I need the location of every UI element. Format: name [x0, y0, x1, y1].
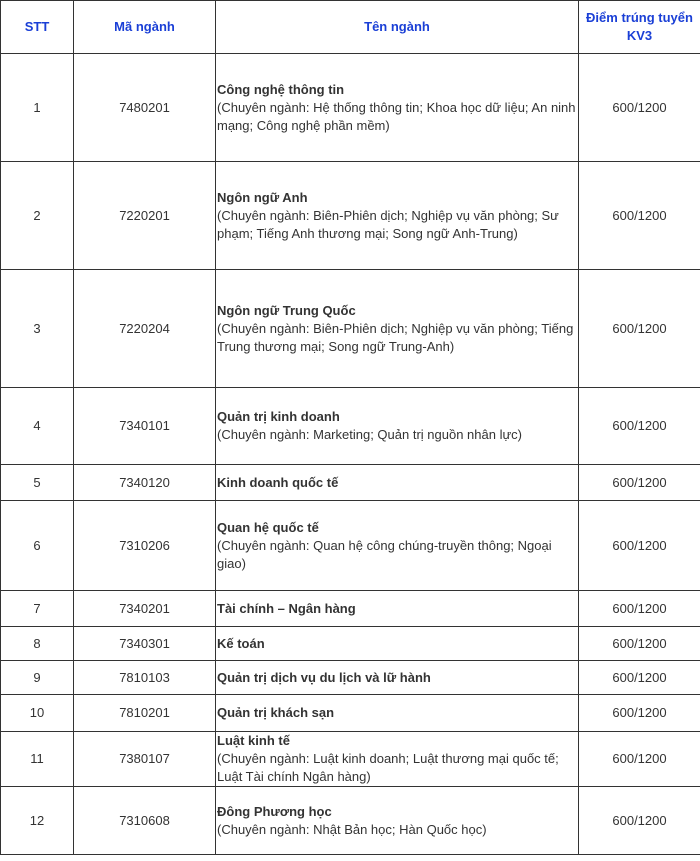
table-row — [1, 54, 700, 162]
major-specializations: (Chuyên ngành: Hệ thống thông tin; Khoa học dữ liệu; An ninh mạng; Công nghệ phần mềm) — [217, 99, 576, 133]
cell-stt: 9 — [1, 661, 74, 695]
cell-stt: 3 — [1, 270, 74, 388]
table-row — [1, 270, 700, 388]
cell-score: 600/1200 — [579, 162, 700, 270]
major-name: Kinh doanh quốc tế — [217, 474, 339, 490]
cell-score: 600/1200 — [579, 627, 700, 661]
table-row — [1, 591, 700, 627]
cell-stt: 7 — [1, 591, 74, 627]
cell-score: 600/1200 — [579, 501, 700, 591]
header-stt: STT — [1, 1, 74, 54]
cell-code: 7340120 — [74, 465, 216, 501]
cell-code: 7340101 — [74, 388, 216, 465]
cell-stt: 2 — [1, 162, 74, 270]
cell-name — [216, 388, 579, 465]
major-specializations: (Chuyên ngành: Biên-Phiên dịch; Nghiệp vụ văn phòng; Tiếng Trung thương mại; Song ngữ Trung-Anh) — [217, 320, 574, 354]
cell-score: 600/1200 — [579, 732, 700, 787]
cell-name — [216, 501, 579, 591]
cell-code: 7310206 — [74, 501, 216, 591]
major-name: Đông Phương học — [217, 803, 332, 819]
table-body — [1, 54, 700, 855]
cell-code: 7220201 — [74, 162, 216, 270]
cell-name — [216, 270, 579, 388]
cell-code: 7380107 — [74, 732, 216, 787]
cell-code: 7310608 — [74, 787, 216, 855]
table-row — [1, 627, 700, 661]
major-name: Quản trị khách sạn — [217, 705, 335, 720]
table-row — [1, 465, 700, 501]
table-row — [1, 162, 700, 270]
major-name: Quản trị kinh doanh — [217, 409, 340, 424]
table-row — [1, 661, 700, 695]
cell-code: 7220204 — [74, 270, 216, 388]
table-header-row — [1, 1, 700, 54]
table-row — [1, 695, 700, 732]
header-code: Mã ngành — [74, 1, 216, 54]
cell-score: 600/1200 — [579, 54, 700, 162]
cell-score: 600/1200 — [579, 270, 700, 388]
major-name: Kế toán — [217, 635, 265, 651]
table-row — [1, 501, 700, 591]
major-specializations: (Chuyên ngành: Nhật Bản học; Hàn Quốc học) — [217, 821, 487, 837]
major-name: Ngôn ngữ Trung Quốc — [217, 302, 356, 318]
cell-stt: 6 — [1, 501, 74, 591]
table-row — [1, 732, 700, 787]
table-row — [1, 787, 700, 855]
major-name: Quan hệ quốc tế — [217, 519, 319, 535]
cell-code: 7810103 — [74, 661, 216, 695]
table-row — [1, 388, 700, 465]
cell-code: 7810201 — [74, 695, 216, 732]
cell-name — [216, 162, 579, 270]
major-specializations: (Chuyên ngành: Biên-Phiên dịch; Nghiệp vụ văn phòng; Sư phạm; Tiếng Anh thương mại; Song ngữ Anh-Trung) — [217, 207, 559, 241]
header-name: Tên ngành — [216, 1, 579, 54]
major-specializations: (Chuyên ngành: Marketing; Quản trị nguồn nhân lực) — [217, 427, 522, 442]
cell-code: 7340201 — [74, 591, 216, 627]
cell-score: 600/1200 — [579, 695, 700, 732]
cell-stt: 8 — [1, 627, 74, 661]
header-score: Điểm trúng tuyển KV3 — [579, 1, 700, 54]
cell-name — [216, 54, 579, 162]
cell-score: 600/1200 — [579, 661, 700, 695]
cell-name — [216, 465, 579, 501]
cell-score: 600/1200 — [579, 591, 700, 627]
cell-name — [216, 591, 579, 627]
major-name: Công nghệ thông tin — [217, 81, 345, 97]
major-name: Quản trị dịch vụ du lịch và lữ hành — [217, 669, 431, 685]
cell-score: 600/1200 — [579, 465, 700, 501]
cell-stt: 11 — [1, 732, 74, 787]
cell-name — [216, 661, 579, 695]
major-specializations: (Chuyên ngành: Quan hệ công chúng-truyền thông; Ngoại giao) — [217, 537, 552, 571]
cell-score: 600/1200 — [579, 388, 700, 465]
cell-stt: 12 — [1, 787, 74, 855]
major-name: Ngôn ngữ Anh — [217, 189, 308, 205]
cell-score: 600/1200 — [579, 787, 700, 855]
cell-name — [216, 787, 579, 855]
cell-name — [216, 732, 579, 787]
cell-name — [216, 695, 579, 732]
cell-stt: 10 — [1, 695, 74, 732]
major-specializations: (Chuyên ngành: Luật kinh doanh; Luật thương mại quốc tế; Luật Tài chính Ngân hàng) — [217, 751, 559, 784]
cell-stt: 5 — [1, 465, 74, 501]
cell-code: 7480201 — [74, 54, 216, 162]
major-name: Tài chính – Ngân hàng — [217, 600, 356, 616]
major-name: Luật kinh tế — [217, 733, 290, 748]
cell-stt: 4 — [1, 388, 74, 465]
cell-stt: 1 — [1, 54, 74, 162]
cell-code: 7340301 — [74, 627, 216, 661]
cell-name — [216, 627, 579, 661]
